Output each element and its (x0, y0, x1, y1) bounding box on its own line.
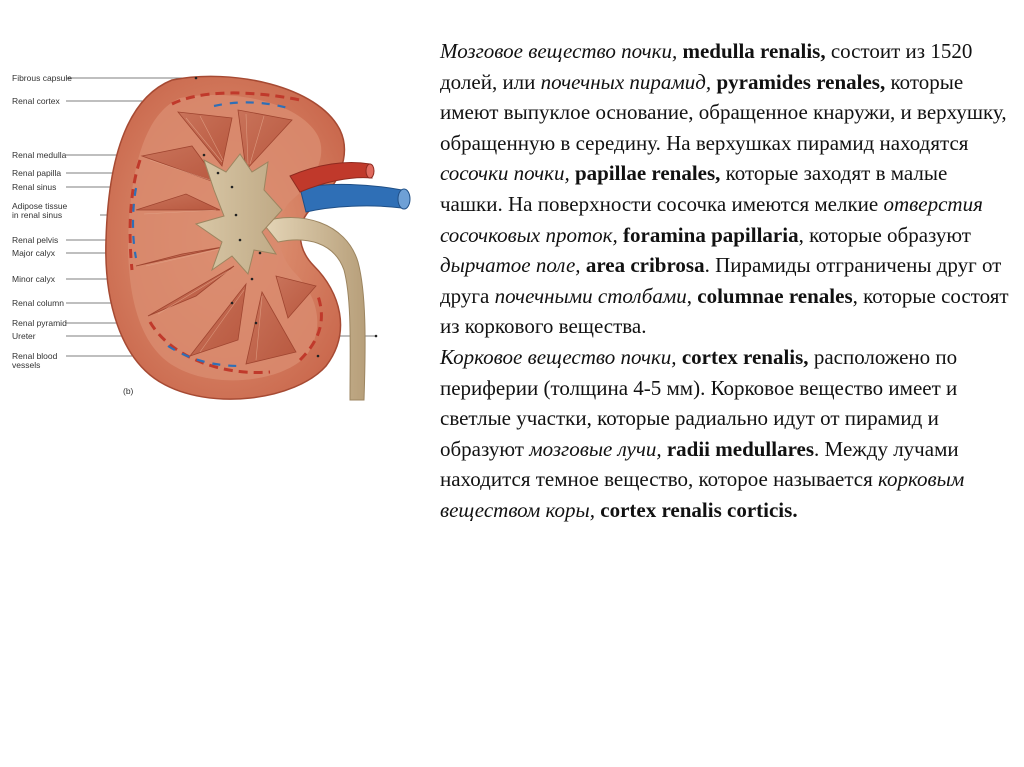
term-ru: мозговые лучи, (529, 436, 662, 461)
label-renal-sinus: Renal sinus (12, 182, 57, 192)
paragraph-cortex (440, 342, 1010, 526)
panel-tag: (b) (123, 386, 134, 396)
text-run: , которые состоят из коркового вещества. (440, 283, 1009, 339)
text-run: которые имеют выпуклое основание, обращенное кнаружи, и верхушку, обращенную в середину. На верхушках пирамид находятся (440, 69, 1007, 155)
label-renal-pyramid: Renal pyramid (12, 318, 67, 328)
kidney-figure (0, 60, 430, 410)
term-ru: Корковое вещество почки, (440, 344, 677, 369)
term-ru: почечных пирамид, (540, 69, 712, 94)
label-adipose-tissue-line2: in renal sinus (12, 210, 63, 220)
term-ru: корковым веществом коры, (440, 467, 965, 522)
term-ru: Мозговое вещество почки, (440, 39, 678, 63)
label-renal-cortex: Renal cortex (12, 96, 60, 106)
text-run: , которые образуют (798, 222, 971, 247)
label-major-calyx: Major calyx (12, 248, 55, 258)
term-ru: сосочки почки, (440, 161, 570, 186)
text-run: . Между лучами находится темное вещество, которое называется (440, 436, 959, 492)
label-minor-calyx: Minor calyx (12, 274, 55, 284)
term-latin: columnae renales (697, 283, 853, 308)
text-run: которые заходят в малые чашки. На поверхности сосочка имеются мелкие (440, 161, 948, 216)
term-latin: foramina papillaria (623, 222, 799, 247)
text-run: расположено по периферии (толщина 4-5 мм). Корковое вещество имеет и светлые участки, которые радиально идут от пирамид и образуют (440, 344, 958, 461)
label-renal-blood-vessels-line2: vessels (12, 360, 41, 370)
label-renal-papilla: Renal papilla (12, 168, 62, 178)
renal-vein (300, 184, 402, 212)
term-latin: radii medullares (666, 436, 815, 461)
term-latin: medulla renalis, (682, 39, 826, 63)
paragraph-medulla (440, 36, 1010, 342)
text-run: , (686, 283, 698, 308)
term-ru: дырчатое поле, (440, 253, 581, 278)
term-ru: почечными столбами (494, 283, 687, 308)
label-fibrous-capsule: Fibrous capsule (12, 73, 73, 83)
body-text (440, 36, 1010, 526)
label-renal-column: Renal column (12, 298, 64, 308)
label-adipose-tissue: Adipose tissue (12, 201, 68, 211)
label-ureter: Ureter (12, 331, 36, 341)
term-latin: pyramides renales, (716, 69, 886, 94)
term-latin: cortex renalis, (681, 344, 809, 369)
label-renal-medulla: Renal medulla (12, 150, 67, 160)
term-latin: area cribrosa (585, 253, 705, 278)
term-latin: papillae renales, (574, 161, 721, 186)
kidney-section-illustration (0, 60, 430, 410)
label-renal-pelvis: Renal pelvis (12, 235, 59, 245)
term-ru: отверстия сосочковых проток, (440, 191, 983, 247)
label-renal-blood-vessels: Renal blood (12, 351, 58, 361)
text-run: состоит из 1520 долей, или (440, 39, 973, 94)
text-run: . Пирамиды отграничены друг от друга (440, 253, 1002, 308)
term-latin: cortex renalis corticis. (600, 497, 798, 522)
